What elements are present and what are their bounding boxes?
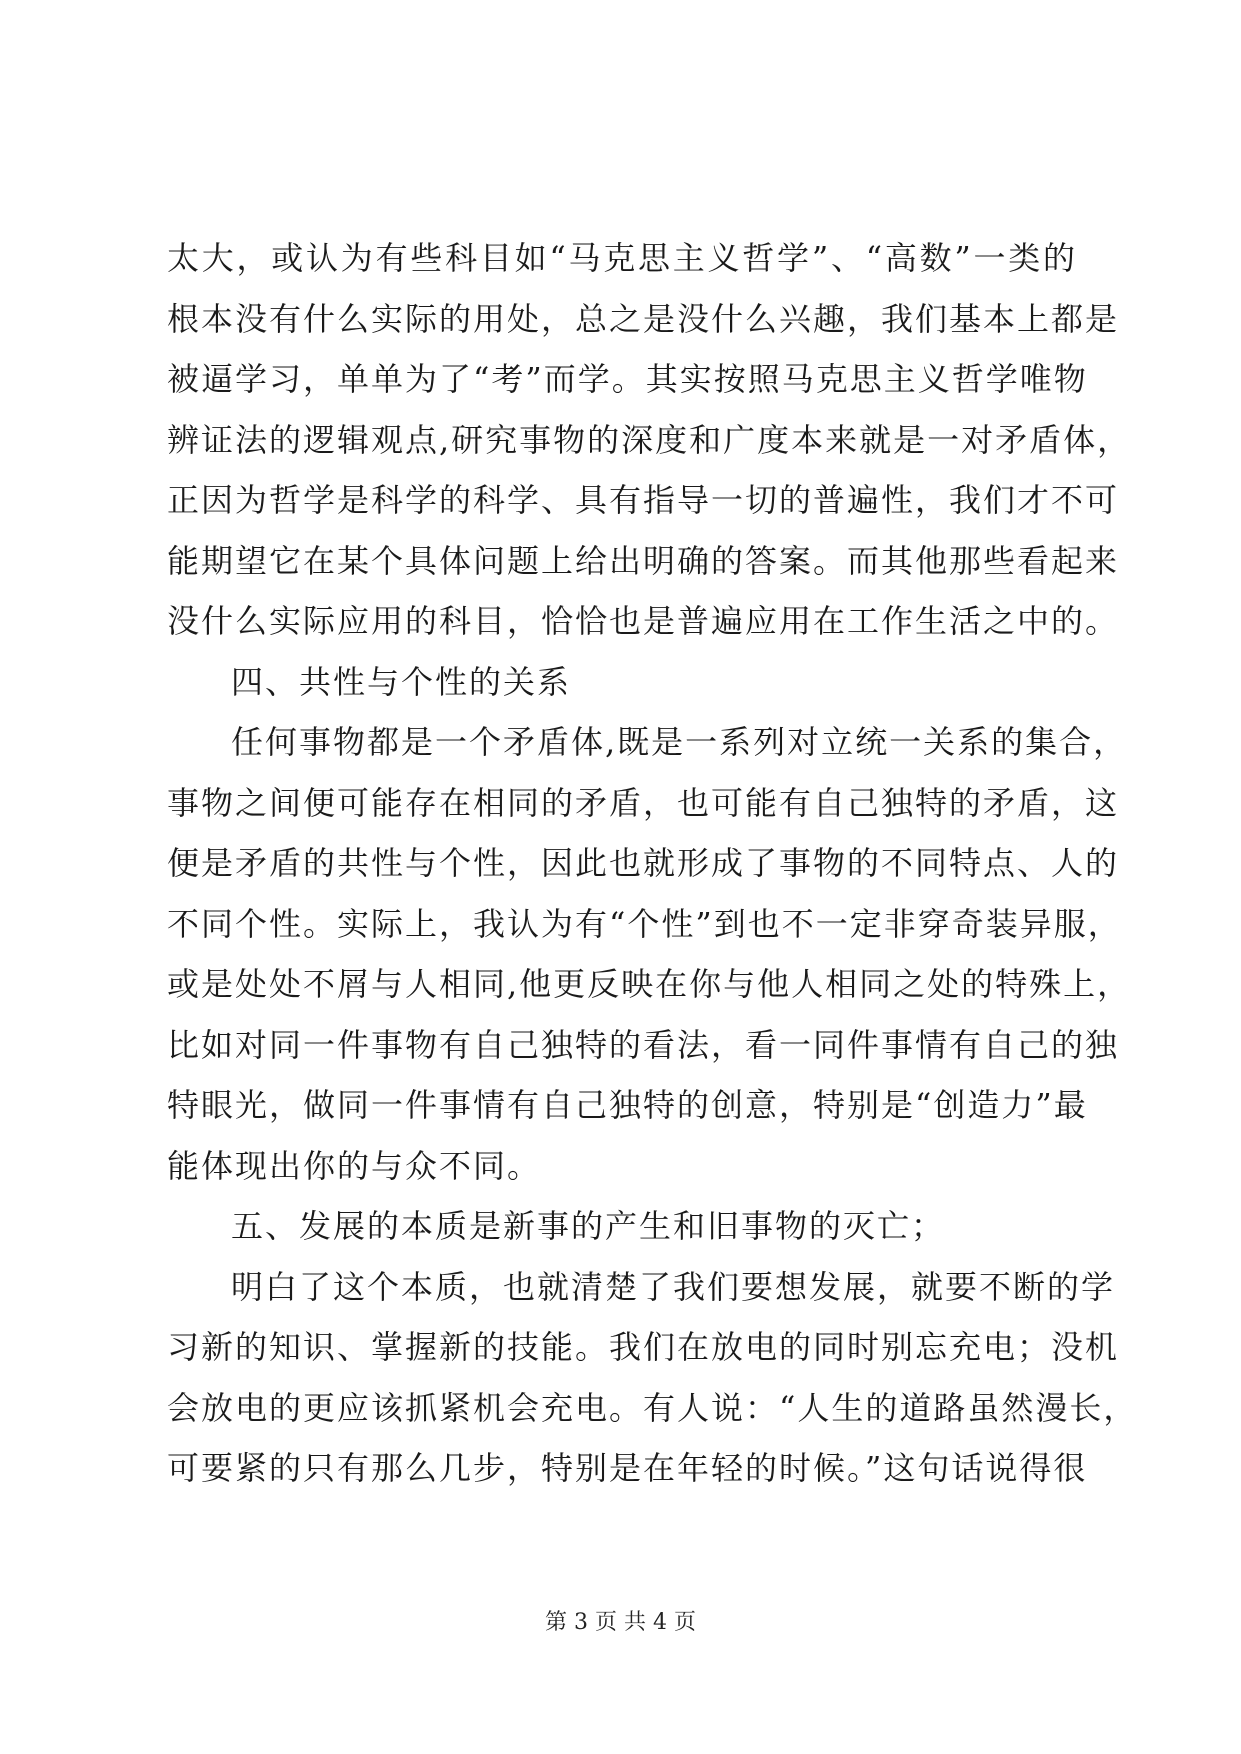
text-line: 能体现出你的与众不同。 bbox=[167, 1146, 542, 1185]
text-line: 正因为哲学是科学的科学、具有指导一切的普遍性，我们才不可 bbox=[167, 481, 1120, 519]
text-line: 辨证法的逻辑观点,研究事物的深度和广度本来就是一对矛盾体， bbox=[167, 420, 1132, 459]
text-line: 比如对同一件事物有自己独特的看法，看一同件事情有自己的独 bbox=[167, 1025, 1120, 1064]
text-line: 便是矛盾的共性与个性，因此也就形成了事物的不同特点、人的 bbox=[167, 844, 1120, 882]
body-text bbox=[167, 228, 1138, 1499]
text-line: 根本没有什么实际的用处，总之是没什么兴趣，我们基本上都是 bbox=[167, 299, 1120, 338]
text-line: 习新的知识、掌握新的技能。我们在放电的同时别忘充电；没机 bbox=[167, 1328, 1120, 1366]
text-line: 明白了这个本质，也就清楚了我们要想发展，就要不断的学 bbox=[231, 1267, 1116, 1306]
text-line: 任何事物都是一个矛盾体,既是一系列对立统一关系的集合， bbox=[231, 723, 1128, 761]
text-line: 会放电的更应该抓紧机会充电。有人说：“人生的道路虽然漫长， bbox=[167, 1388, 1138, 1427]
section-heading: 五、发展的本质是新事的产生和旧事物的灭亡； bbox=[231, 1207, 946, 1245]
page-footer: 第 3 页 共 4 页 bbox=[545, 1610, 696, 1635]
text-line: 事物之间便可能存在相同的矛盾，也可能有自己独特的矛盾，这 bbox=[167, 783, 1120, 822]
text-line: 没什么实际应用的科目，恰恰也是普遍应用在工作生活之中的。 bbox=[167, 602, 1120, 640]
text-line: 不同个性。实际上，我认为有“个性”到也不一定非穿奇装异服， bbox=[167, 904, 1122, 943]
section-heading: 四、共性与个性的关系 bbox=[231, 662, 572, 701]
text-line: 或是处处不屑与人相同,他更反映在你与他人相同之处的特殊上， bbox=[167, 965, 1132, 1003]
text-line: 太大，或认为有些科目如“马克思主义哲学”、“高数”一类的 bbox=[167, 239, 1077, 277]
text-line: 被逼学习，单单为了“考”而学。其实按照马克思主义哲学唯物 bbox=[167, 360, 1088, 398]
text-line: 特眼光，做同一件事情有自己独特的创意，特别是“创造力”最 bbox=[167, 1086, 1088, 1124]
text-line: 能期望它在某个具体问题上给出明确的答案。而其他那些看起来 bbox=[167, 541, 1120, 580]
text-line: 可要紧的只有那么几步，特别是在年轻的时候。”这句话说得很 bbox=[167, 1449, 1088, 1487]
